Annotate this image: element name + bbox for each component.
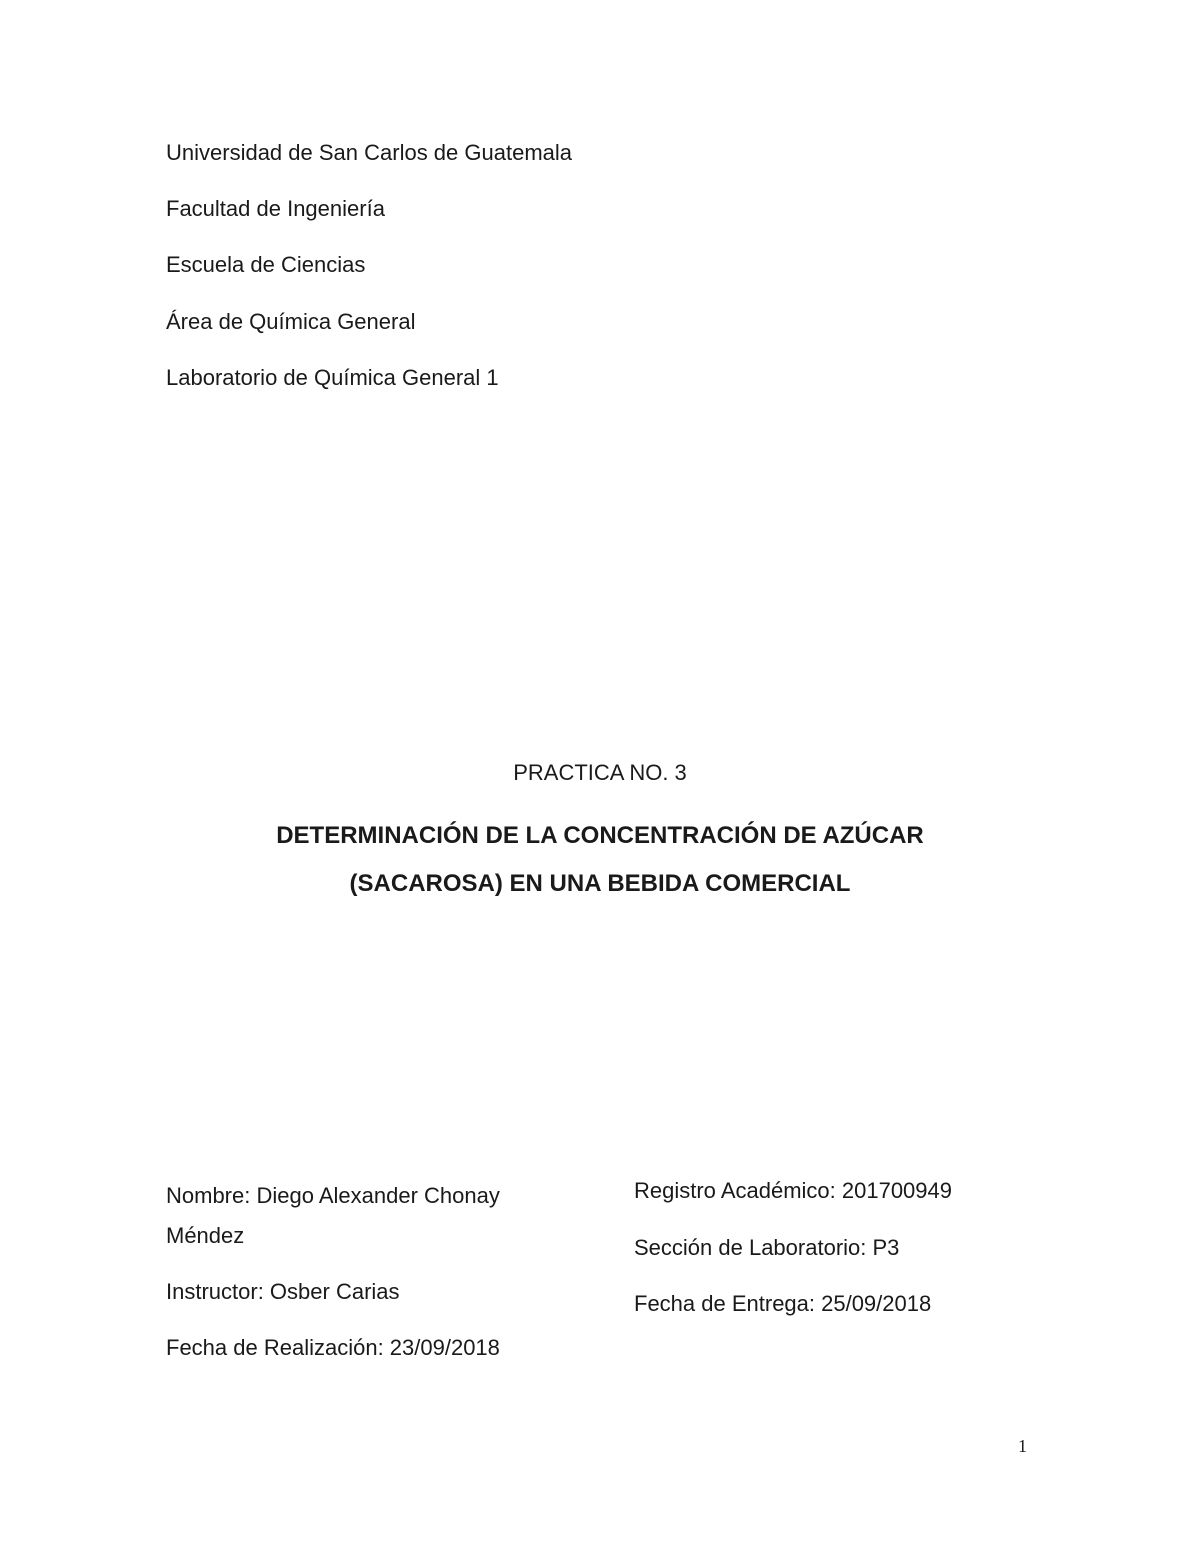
area-line: Área de Química General [166,308,416,334]
report-title [150,812,1050,908]
school-line: Escuela de Ciencias [166,252,366,278]
student-name: Nombre: Diego Alexander Chonay Méndez [166,1183,500,1248]
academic-registration: Registro Académico: 201700949 [634,1178,952,1203]
practice-number: PRACTICA NO. 3 [513,760,687,785]
completion-date: Fecha de Realización: 23/09/2018 [166,1335,500,1360]
lab-line: Laboratorio de Química General 1 [166,364,499,390]
instructor-name: Instructor: Osber Carias [166,1279,400,1304]
student-info-right [634,1176,1054,1346]
title-line-2: (SACAROSA) EN UNA BEBIDA COMERCIAL [349,870,851,897]
title-line-1: DETERMINACIÓN DE LA CONCENTRACIÓN DE AZÚCAR [276,822,924,849]
faculty-line: Facultad de Ingeniería [166,196,385,222]
student-info-left [166,1176,546,1384]
university-line: Universidad de San Carlos de Guatemala [166,140,573,165]
delivery-date: Fecha de Entrega: 25/09/2018 [634,1291,932,1316]
lab-section: Sección de Laboratorio: P3 [634,1234,900,1260]
page-number: 1 [1018,1436,1027,1456]
institution-header [166,138,572,419]
